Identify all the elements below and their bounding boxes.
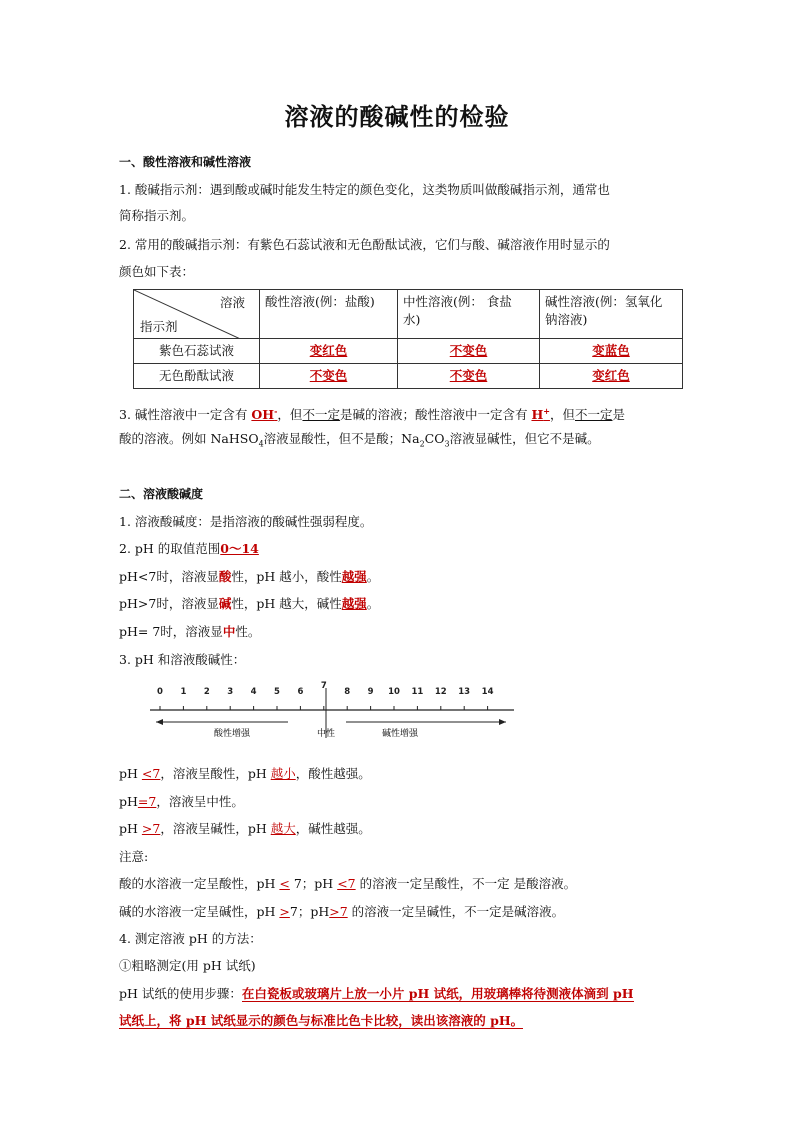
- diag-bottom-label: 指示剂: [140, 319, 178, 334]
- tick-label: 7: [320, 681, 327, 691]
- ph-rule-base: pH >7，溶液呈碱性，pH 越大，碱性越强。: [119, 821, 371, 836]
- tick-label: 12: [434, 687, 447, 697]
- tick-label: 14: [481, 687, 494, 697]
- ph-rule-acid: pH <7，溶液呈酸性，pH 越小，酸性越强。: [119, 766, 371, 781]
- para2-line1: 2. 常用的酸碱指示剂：有紫色石蕊试液和无色酚酞试液，它们与酸、碱溶液作用时显示的: [119, 237, 610, 252]
- ph-paper-steps-line1: pH 试纸的使用步骤：在白瓷板或玻璃片上放一小片 pH 试纸，用玻璃棒将待测液体滴到 pH: [119, 986, 634, 1001]
- oh-ion: OH-: [251, 406, 278, 423]
- ph-scale-diagram: [146, 676, 520, 746]
- acid-label: 酸性增强: [213, 729, 251, 739]
- para1-line2: 简称指示剂。: [119, 208, 195, 223]
- table-cell: 不变色: [398, 339, 540, 364]
- tick-label: 8: [344, 687, 351, 697]
- row-label: 无色酚酞试液: [134, 364, 260, 389]
- tick-label: 13: [458, 687, 471, 697]
- table-col-acid: 酸性溶液(例：盐酸): [260, 290, 398, 339]
- table-cell: 变红色: [260, 339, 398, 364]
- diag-top-label: 溶液: [219, 295, 245, 310]
- note-acid: 酸的水溶液一定呈酸性，pH < 7；pH <7 的溶液一定呈酸性，不一定 是酸溶液。: [119, 876, 577, 891]
- method-heading: 4. 测定溶液 pH 的方法：: [119, 931, 262, 946]
- para3-line1: 3. 碱性溶液中一定含有 OH-，但不一定是碱的溶液；酸性溶液中一定含有 H+，但不一定是: [119, 406, 626, 423]
- row-label: 紫色石蕊试液: [134, 339, 260, 364]
- ph-line3: pH<7时，溶液显酸性，pH 越小，酸性越强。: [119, 569, 380, 584]
- table-col-neutral: 中性溶液(例： 食盐 水): [398, 290, 540, 339]
- base-label: 碱性增强: [381, 729, 419, 739]
- table-diagonal-header: [134, 290, 260, 339]
- method-sub: ①粗略测定(用 pH 试纸): [119, 958, 256, 973]
- ph-paper-steps-line2: 试纸上，将 pH 试纸显示的颜色与标准比色卡比较，读出该溶液的 pH。: [119, 1013, 524, 1028]
- table-row: [134, 339, 683, 364]
- page-title: 溶液的酸碱性的检验: [284, 103, 510, 131]
- tick-label: 10: [388, 687, 400, 697]
- section1-heading: 一、酸性溶液和碱性溶液: [119, 155, 252, 169]
- para3-line2: 酸的溶液。例如 NaHSO$_4$溶液显酸性，但不是酸；$Na_2CO_3$溶液显碱性，但它不是碱。: [119, 431, 600, 449]
- table-header-row: [134, 290, 683, 339]
- para1-line1: 1. 酸碱指示剂：遇到酸或碱时能发生特定的颜色变化，这类物质叫做酸碱指示剂，通常也: [119, 182, 610, 197]
- ph-line5: pH= 7时，溶液显中性。: [119, 624, 261, 639]
- tick-label: 1: [180, 687, 187, 697]
- ph-line4: pH>7时，溶液显碱性，pH 越大，碱性越强。: [119, 596, 380, 611]
- ph-line6: 3. pH 和溶液酸碱性：: [119, 652, 246, 667]
- tick-label: 3: [227, 687, 234, 697]
- tick-label: 9: [367, 687, 374, 697]
- section2-heading: 二、溶液酸碱度: [119, 487, 204, 501]
- tick-label: 0: [157, 687, 163, 697]
- ph-rule-neutral: pH=7，溶液呈中性。: [119, 794, 244, 809]
- tick-label: 6: [297, 687, 304, 697]
- table-col-base: 碱性溶液(例：氢氧化 钠溶液): [540, 290, 683, 339]
- ph-line1: 1. 溶液酸碱度：是指溶液的酸碱性强弱程度。: [119, 514, 373, 529]
- table-cell: 不变色: [398, 364, 540, 389]
- tick-label: 4: [250, 687, 257, 697]
- table-cell: 变红色: [540, 364, 683, 389]
- tick-label: 5: [274, 687, 280, 697]
- para2-line2: 颜色如下表：: [119, 264, 195, 279]
- table-cell: 变蓝色: [540, 339, 683, 364]
- ph-line2: 2. pH 的取值范围0～14: [119, 541, 259, 556]
- indicator-color-table: [133, 289, 683, 389]
- note-label: 注意:: [119, 849, 149, 864]
- neutral-label: 中性: [316, 729, 336, 739]
- tick-label: 2: [203, 687, 210, 697]
- table-row: [134, 364, 683, 389]
- note-base: 碱的水溶液一定呈碱性，pH >7；pH>7 的溶液一定呈碱性，不一定是碱溶液。: [119, 904, 565, 919]
- table-cell: 不变色: [260, 364, 398, 389]
- h-ion: H+: [531, 406, 550, 423]
- tick-label: 11: [411, 687, 424, 697]
